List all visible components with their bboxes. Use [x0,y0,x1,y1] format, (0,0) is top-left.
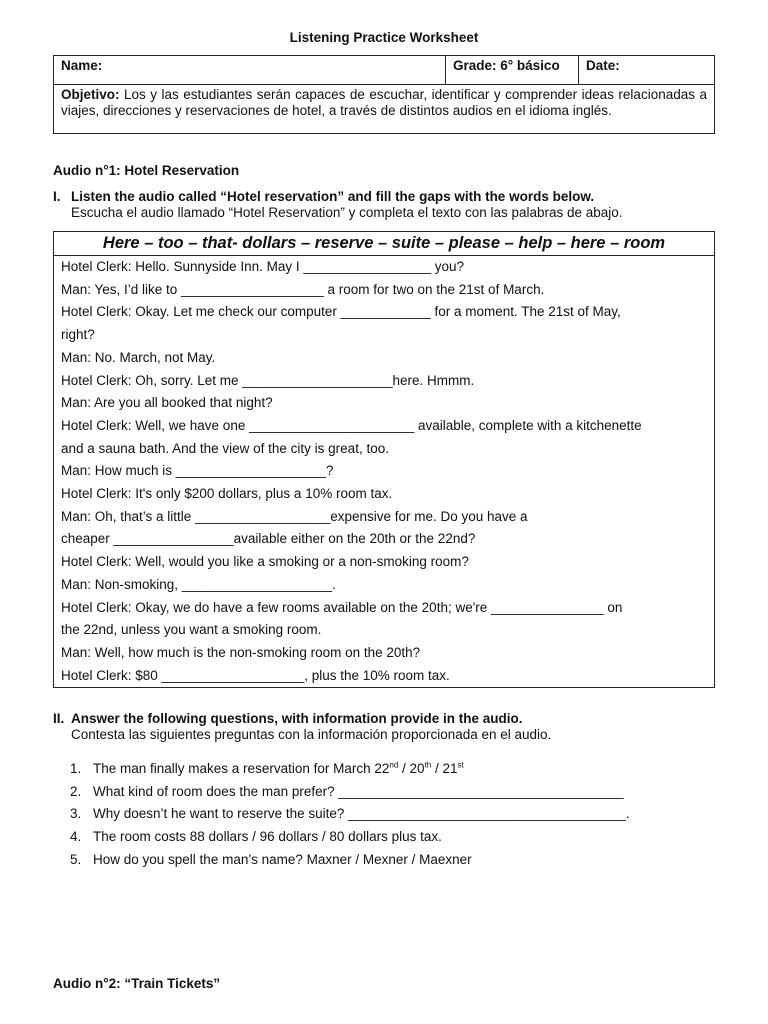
part2-instruction-en: Answer the following questions, with information provide in the audio. [71,711,523,726]
question-number: 5. [70,851,82,867]
dialogue-line: Hotel Clerk: Oh, sorry. Let me ____________________here. Hmmm. [61,372,475,388]
part2-instructions [53,711,715,743]
dialogue-line: Man: Yes, I’d like to ___________________ a room for two on the 21st of March. [61,281,545,297]
grade-label: Grade: 6° básico [453,58,560,73]
dialogue-line: Hotel Clerk: $80 ___________________, plus the 10% room tax. [61,667,450,683]
question-text: How do you spell the man’s name? Maxner / Mexner / Maexner [93,851,472,867]
dialogue-line: Man: How much is ____________________? [61,463,334,479]
question-text: The room costs 88 dollars / 96 dollars / 80 dollars plus tax. [93,829,442,845]
ordinal-suffix: st [457,760,464,770]
dialogue-line: cheaper ________________available either on the 20th or the 22nd? [61,531,476,547]
part1-instruction-en: Listen the audio called “Hotel reservation” and fill the gaps with the words below. [71,189,595,204]
dialogue-line: right? [61,327,95,343]
question-number: 2. [70,783,82,799]
ordinal-suffix: th [424,760,432,770]
part2-number: II. [53,711,65,726]
question-text: The man finally makes a reservation for March 22 [93,761,390,776]
part1-number: I. [53,189,61,204]
part1-instructions [53,189,715,221]
question-number: 1. [70,761,82,776]
question-item [70,849,710,872]
dialogue-line: Man: Well, how much is the non-smoking room on the 20th? [61,644,421,660]
dialogue-line: Man: Are you all booked that night? [61,395,273,411]
part1-instruction-es: Escucha el audio llamado “Hotel Reservation” y completa el texto con las palabras de abajo. [71,205,623,220]
question-item [70,781,710,804]
question-option: / 20 [398,761,425,776]
question-list [70,758,710,871]
question-text: Why doesn’t he want to reserve the suite? _____________________________________. [93,806,630,822]
name-label: Name: [61,58,103,73]
question-number: 4. [70,829,82,845]
question-item [70,803,710,826]
dialogue-line: the 22nd, unless you want a smoking room. [61,622,322,638]
dialogue-line: and a sauna bath. And the view of the city is great, too. [61,440,389,456]
word-bank: Here – too – that- dollars – reserve – suite – please – help – here – room [54,232,714,256]
question-item [70,826,710,849]
question-option: / 21 [431,761,458,776]
date-field[interactable] [579,56,715,85]
dialogue-line: Hotel Clerk: Okay, we do have a few rooms available on the 20th; we're _______________ on [61,599,623,615]
audio1-heading: Audio n°1: Hotel Reservation [53,163,240,178]
ordinal-suffix: nd [389,760,399,770]
dialogue-line: Hotel Clerk: Well, would you like a smoking or a non-smoking room? [61,554,469,570]
date-label: Date: [586,58,620,73]
worksheet-title: Listening Practice Worksheet [289,30,479,45]
audio2-heading: Audio n°2: “Train Tickets” [53,976,221,991]
objective-label: Objetivo: [61,87,120,102]
dialogue-line: Hotel Clerk: Okay. Let me check our computer ____________ for a moment. The 21st of May, [61,304,621,320]
dialogue-line: Hotel Clerk: It's only $200 dollars, plus a 10% room tax. [61,486,393,502]
grade-cell [446,56,579,85]
question-number: 3. [70,806,82,822]
dialogue-line: Man: No. March, not May. [61,349,216,365]
question-text: What kind of room does the man prefer? ______________________________________ [93,783,624,799]
question-item [70,758,710,781]
dialogue-box [53,231,715,688]
objective-cell [54,85,715,134]
objective-text: Los y las estudiantes serán capaces de escuchar, identificar y comprender ideas relacionadas a viajes, direcciones y reservaciones de hotel, a través de distintos audios en el idioma inglés. [61,87,707,118]
student-info-table [53,55,715,134]
dialogue-line: Hotel Clerk: Hello. Sunnyside Inn. May I _________________ you? [61,259,465,274]
dialogue-line: Man: Oh, that’s a little __________________expensive for me. Do you have a [61,508,528,524]
name-field[interactable] [54,56,446,85]
part2-instruction-es: Contesta las siguientes preguntas con la información proporcionada en el audio. [71,727,552,742]
dialogue-line: Man: Non-smoking, ____________________. [61,576,336,592]
dialogue-text [54,256,714,687]
dialogue-line: Hotel Clerk: Well, we have one ______________________ available, complete with a kitchenette [61,417,642,433]
